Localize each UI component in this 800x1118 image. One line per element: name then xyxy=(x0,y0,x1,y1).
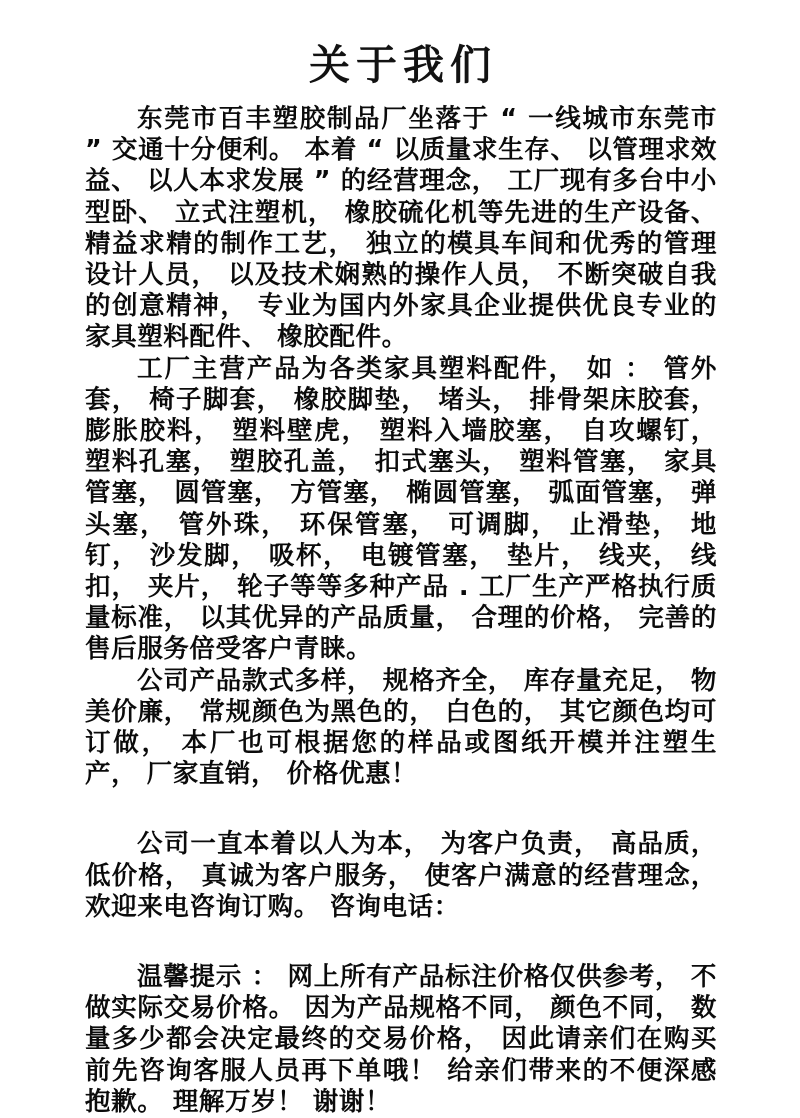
page-title: 关于我们 xyxy=(309,41,497,90)
paragraph-product-list: 工厂主营产品为各类家具塑料配件， 如 ： 管外套， 椅子脚套， 橡胶脚垫， 堵头， 排骨架床胶套， 膨胀胶料， 塑料壁虎， 塑料入墙胶塞， 自攻螺钉， 塑料孔塞， 塑胶孔盖， 扣式塞头， 塑料管塞， 家具管塞， 圆管塞， 方管塞， 椭圆管塞， 弧面管塞， 弹头塞， 管外珠， 环保管塞， 可调脚， 止滑垫， 地钉， 沙发脚， 吸杯， 电镀管塞， 垫片， 线夹， 线扣， 夹片， 轮子等等多种产品 . 工厂生产严格执行质量标准， 以其优异的产品质量， 合理的价格， 完善的售后服务倍受客户青睐。 xyxy=(85,353,717,665)
paragraph-styles-and-stock: 公司产品款式多样， 规格齐全， 库存量充足， 物美价廉， 常规颜色为黑色的， 白色的， 其它颜色均可订做， 本厂也可根据您的样品或图纸开模并注塑生产， 厂家直销， 价格优惠！ xyxy=(85,665,717,790)
paragraph-service-philosophy: 公司一直本着以人为本， 为客户负责， 高品质， 低价格， 真诚为客户服务， 使客户满意的经营理念， 欢迎来电咨询订购。 咨询电话： xyxy=(85,829,717,922)
paragraph-warm-tips: 温馨提示 ： 网上所有产品标注价格仅供参考， 不做实际交易价格。 因为产品规格不同， 颜色不同， 数量多少都会决定最终的交易价格， 因此请亲们在购买前先咨询客服人员再下单哦！ 给亲们带来的不便深感抱歉。 理解万岁！ 谢谢！ xyxy=(85,962,717,1117)
paragraph-company-intro: 东莞市百丰塑胶制品厂坐落于 “ 一线城市东莞市 ” 交通十分便利。 本着 “ 以质量求生存、 以管理求效益、 以人本求发展 ” 的经营理念， 工厂现有多台中小型卧、 立式注塑机， 橡胶硫化机等先进的生产设备、 精益求精的制作工艺， 独立的模具车间和优秀的管理设计人员， 以及技术娴熟的操作人员， 不断突破自我的创意精神， 专业为国内外家具企业提供优良专业的家具塑料配件、 橡胶配件。 xyxy=(85,104,717,353)
about-us-body xyxy=(85,104,717,1118)
